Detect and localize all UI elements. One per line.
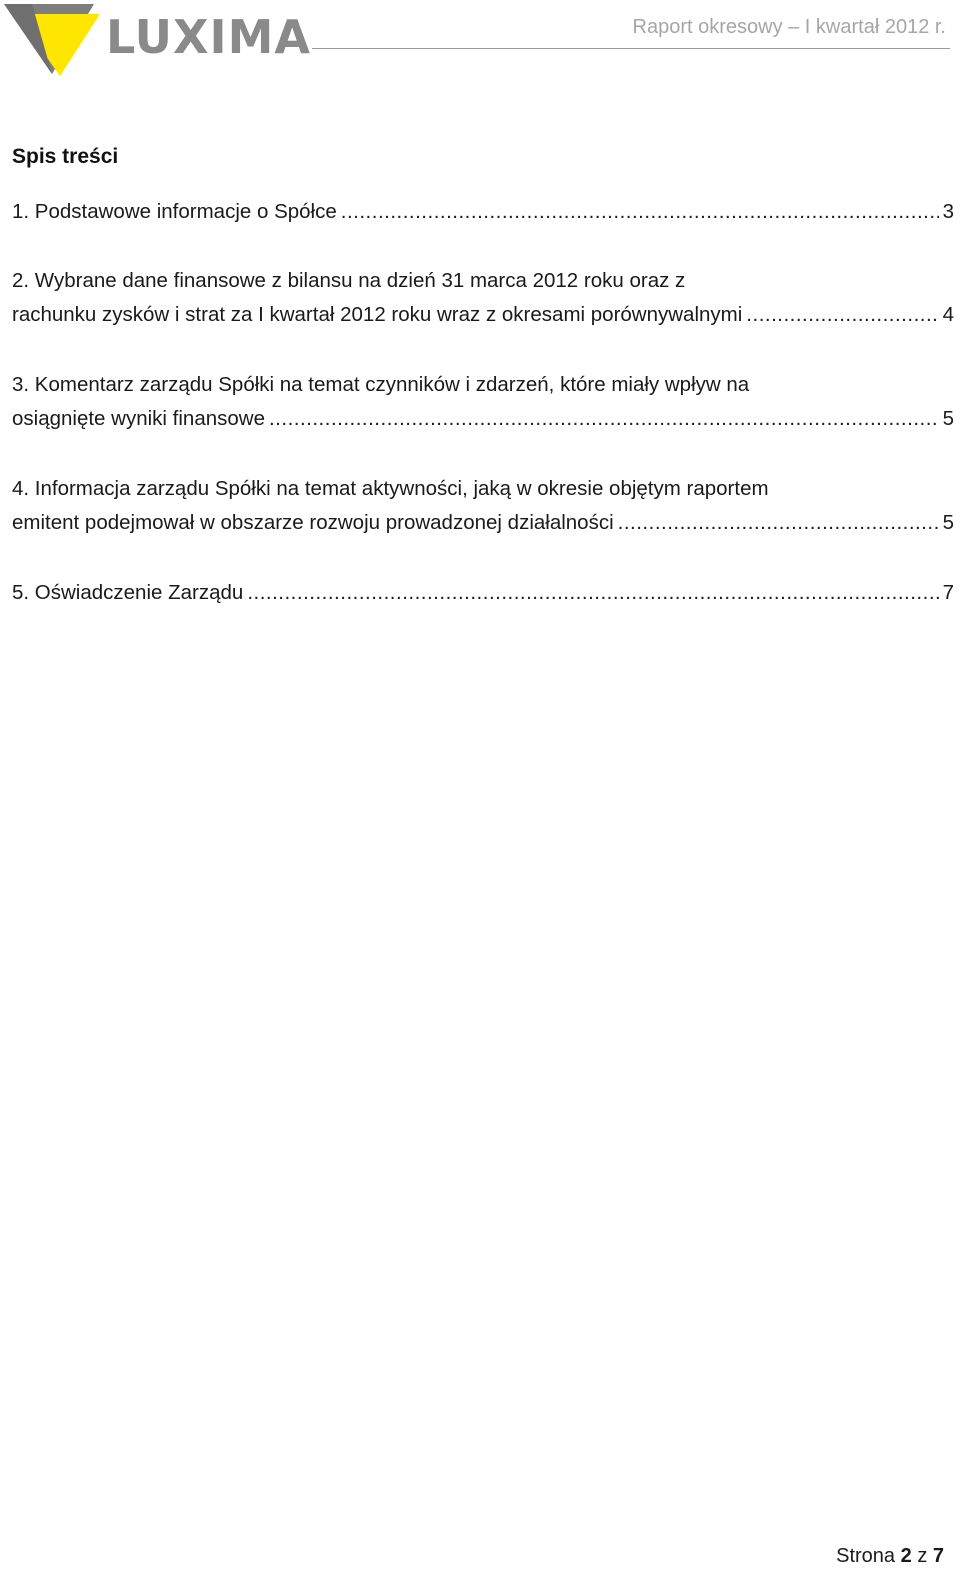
toc-entry-line [12,402,954,436]
toc-page-number: 5 [942,407,954,430]
footer-separator: z [917,1545,928,1567]
toc-leader-dots [269,402,939,436]
page-header [0,0,960,80]
toc-entry-line [12,506,954,540]
luxima-logo [4,2,311,78]
toc-leader-dots [341,195,939,229]
toc-entry-text: 1. Podstawowe informacje o Spółce [12,200,337,223]
toc-entry-text: emitent podejmował w obszarze rozwoju prowadzonej działalności [12,511,614,534]
toc-entry-text: 2. Wybrane dane finansowe z bilansu na dzień 31 marca 2012 roku oraz z [12,269,686,292]
toc-entry-2[interactable] [12,264,954,332]
toc-entry-text: 4. Informacja zarządu Spółki na temat aktywności, jaką w okresie objętym raportem [12,477,769,500]
toc-entry-text: 5. Oświadczenie Zarządu [12,581,244,604]
header-divider [312,48,950,49]
toc-entry-line [12,576,954,610]
toc-leader-dots [247,576,938,610]
toc-leader-dots [618,506,939,540]
footer-total-pages: 7 [932,1545,944,1567]
logo-triangle-icon [4,2,104,78]
toc-entry-text: osiągnięte wyniki finansowe [12,407,265,430]
toc-page-number: 5 [942,511,954,534]
toc-entry-3[interactable] [12,368,954,436]
toc-entry-4[interactable] [12,472,954,540]
toc-entry-line [12,298,954,332]
toc-page-number: 4 [942,303,954,326]
toc-entry-text: rachunku zysków i strat za I kwartał 2012 roku wraz z okresami porównywalnymi [12,303,743,326]
logo-wordmark: LUXIMA [106,10,311,64]
toc-leader-dots [746,298,938,332]
toc-heading: Spis treści [12,145,119,168]
footer-current-page: 2 [900,1545,912,1567]
footer-label: Strona [836,1545,896,1567]
toc-entry-text: 3. Komentarz zarządu Spółki na temat czynników i zdarzeń, które miały wpływ na [12,373,750,396]
toc-page-number: 3 [942,200,954,223]
toc-entry-5[interactable] [12,576,954,610]
report-title: Raport okresowy – I kwartał 2012 r. [632,16,946,38]
page-footer [836,1545,944,1568]
toc-page-number: 7 [942,581,954,604]
toc-entry-1[interactable] [12,195,954,229]
toc-entry-line [12,195,954,229]
